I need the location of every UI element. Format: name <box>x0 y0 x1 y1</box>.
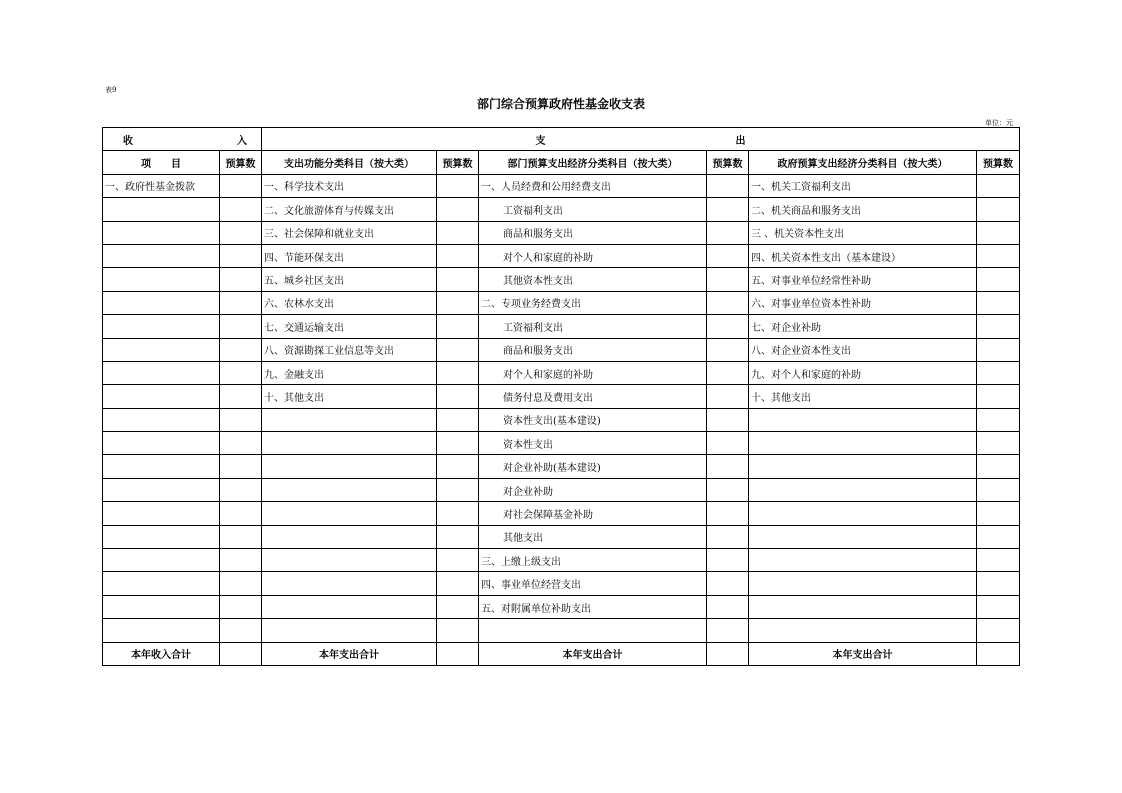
gov-budget-cell <box>977 291 1020 314</box>
gov-budget-cell <box>977 549 1020 572</box>
dept-budget-cell <box>707 455 749 478</box>
table-row <box>103 549 1020 572</box>
income-total-label: 本年收入合计 <box>103 642 220 665</box>
gov-budget-cell <box>977 572 1020 595</box>
income-item-cell <box>103 408 220 431</box>
dept-budget-cell <box>707 572 749 595</box>
dept-budget-cell <box>707 338 749 361</box>
gov-total-label: 本年支出合计 <box>749 642 977 665</box>
dept-item-cell: 对个人和家庭的补助 <box>479 361 707 384</box>
col-dept-header: 部门预算支出经济分类科目（按大类） <box>479 151 707 174</box>
income-budget-cell <box>220 174 262 197</box>
income-item-cell <box>103 244 220 267</box>
income-item-cell <box>103 549 220 572</box>
func-budget-cell <box>437 198 479 221</box>
income-item-cell <box>103 619 220 642</box>
dept-total-value <box>707 642 749 665</box>
table-row <box>103 525 1020 548</box>
col-gov-header: 政府预算支出经济分类科目（按大类） <box>749 151 977 174</box>
gov-budget-cell <box>977 221 1020 244</box>
expense-header-right: 出 <box>735 135 746 147</box>
dept-budget-cell <box>707 549 749 572</box>
income-section-header <box>103 128 262 151</box>
income-budget-cell <box>220 525 262 548</box>
table-row <box>103 502 1020 525</box>
gov-budget-cell <box>977 502 1020 525</box>
table-row <box>103 268 1020 291</box>
dept-item-cell: 工资福利支出 <box>479 315 707 338</box>
dept-item-cell: 其他资本性支出 <box>479 268 707 291</box>
func-item-cell: 九、金融支出 <box>262 361 437 384</box>
dept-budget-cell <box>707 221 749 244</box>
gov-item-cell <box>749 595 977 618</box>
dept-budget-cell <box>707 315 749 338</box>
dept-item-cell: 资本性支出(基本建设) <box>479 408 707 431</box>
gov-budget-cell <box>977 244 1020 267</box>
func-item-cell <box>262 525 437 548</box>
budget-table <box>102 127 1020 666</box>
func-item-cell <box>262 619 437 642</box>
table-row <box>103 572 1020 595</box>
func-budget-cell <box>437 174 479 197</box>
func-budget-cell <box>437 432 479 455</box>
gov-budget-cell <box>977 338 1020 361</box>
income-item-cell <box>103 455 220 478</box>
income-item-cell <box>103 291 220 314</box>
func-budget-cell <box>437 385 479 408</box>
func-budget-cell <box>437 595 479 618</box>
table-row <box>103 198 1020 221</box>
dept-budget-cell <box>707 361 749 384</box>
gov-budget-cell <box>977 408 1020 431</box>
table-number: 表9 <box>105 86 117 94</box>
income-budget-cell <box>220 619 262 642</box>
col-budget-header-4: 预算数 <box>977 151 1020 174</box>
func-item-cell: 八、资源勘探工业信息等支出 <box>262 338 437 361</box>
func-item-cell: 一、科学技术支出 <box>262 174 437 197</box>
income-item-cell <box>103 198 220 221</box>
income-budget-cell <box>220 455 262 478</box>
expense-header-left: 支 <box>535 135 546 147</box>
dept-item-cell <box>479 619 707 642</box>
gov-budget-cell <box>977 455 1020 478</box>
table-row <box>103 361 1020 384</box>
gov-item-cell: 三 、机关资本性支出 <box>749 221 977 244</box>
dept-item-cell: 对个人和家庭的补助 <box>479 244 707 267</box>
dept-item-cell: 商品和服务支出 <box>479 338 707 361</box>
dept-item-cell: 五、对附属单位补助支出 <box>479 595 707 618</box>
dept-budget-cell <box>707 174 749 197</box>
income-budget-cell <box>220 385 262 408</box>
col-budget-header-2: 预算数 <box>437 151 479 174</box>
income-budget-cell <box>220 478 262 501</box>
totals-row <box>103 642 1020 665</box>
gov-item-cell: 六、对事业单位资本性补助 <box>749 291 977 314</box>
func-budget-cell <box>437 244 479 267</box>
income-budget-cell <box>220 572 262 595</box>
table-row <box>103 619 1020 642</box>
income-budget-cell <box>220 244 262 267</box>
table-row <box>103 221 1020 244</box>
gov-budget-cell <box>977 525 1020 548</box>
dept-budget-cell <box>707 619 749 642</box>
income-item-cell <box>103 268 220 291</box>
income-item-cell <box>103 221 220 244</box>
income-header-left: 收 <box>123 135 133 147</box>
gov-item-cell <box>749 572 977 595</box>
income-budget-cell <box>220 291 262 314</box>
dept-budget-cell <box>707 595 749 618</box>
dept-item-cell: 三、上缴上级支出 <box>479 549 707 572</box>
table-row <box>103 408 1020 431</box>
dept-item-cell: 二、专项业务经费支出 <box>479 291 707 314</box>
func-total-value <box>437 642 479 665</box>
table-row <box>103 432 1020 455</box>
func-item-cell: 四、节能环保支出 <box>262 244 437 267</box>
income-item-cell <box>103 502 220 525</box>
func-item-cell <box>262 595 437 618</box>
func-budget-cell <box>437 455 479 478</box>
func-item-cell <box>262 408 437 431</box>
income-item-cell: 一、政府性基金拨款 <box>103 174 220 197</box>
table-row <box>103 478 1020 501</box>
func-total-label: 本年支出合计 <box>262 642 437 665</box>
func-budget-cell <box>437 478 479 501</box>
func-budget-cell <box>437 619 479 642</box>
dept-item-cell: 一、人员经费和公用经费支出 <box>479 174 707 197</box>
income-budget-cell <box>220 408 262 431</box>
income-item-cell <box>103 315 220 338</box>
gov-item-cell: 一、机关工资福利支出 <box>749 174 977 197</box>
gov-item-cell <box>749 525 977 548</box>
func-item-cell: 五、城乡社区支出 <box>262 268 437 291</box>
gov-item-cell <box>749 619 977 642</box>
gov-item-cell: 四、机关资本性支出（基本建设） <box>749 244 977 267</box>
income-budget-cell <box>220 502 262 525</box>
col-item-header: 项 目 <box>103 151 220 174</box>
func-item-cell <box>262 432 437 455</box>
func-item-cell <box>262 455 437 478</box>
col-budget-header-3: 预算数 <box>707 151 749 174</box>
gov-item-cell <box>749 549 977 572</box>
income-budget-cell <box>220 221 262 244</box>
gov-item-cell: 二、机关商品和服务支出 <box>749 198 977 221</box>
gov-budget-cell <box>977 385 1020 408</box>
gov-item-cell: 七、对企业补助 <box>749 315 977 338</box>
gov-total-value <box>977 642 1020 665</box>
dept-budget-cell <box>707 198 749 221</box>
dept-budget-cell <box>707 502 749 525</box>
gov-item-cell: 五、对事业单位经常性补助 <box>749 268 977 291</box>
gov-item-cell: 九、对个人和家庭的补助 <box>749 361 977 384</box>
gov-budget-cell <box>977 268 1020 291</box>
func-item-cell: 三、社会保障和就业支出 <box>262 221 437 244</box>
gov-item-cell <box>749 478 977 501</box>
income-item-cell <box>103 338 220 361</box>
dept-item-cell: 工资福利支出 <box>479 198 707 221</box>
func-item-cell <box>262 478 437 501</box>
expense-section-header <box>262 128 1020 151</box>
col-budget-header-1: 预算数 <box>220 151 262 174</box>
table-row <box>103 385 1020 408</box>
func-budget-cell <box>437 291 479 314</box>
dept-item-cell: 其他支出 <box>479 525 707 548</box>
dept-budget-cell <box>707 525 749 548</box>
func-item-cell: 十、其他支出 <box>262 385 437 408</box>
func-budget-cell <box>437 338 479 361</box>
func-item-cell <box>262 502 437 525</box>
income-item-cell <box>103 572 220 595</box>
gov-item-cell <box>749 502 977 525</box>
dept-total-label: 本年支出合计 <box>479 642 707 665</box>
gov-item-cell <box>749 455 977 478</box>
func-item-cell: 七、交通运输支出 <box>262 315 437 338</box>
table-row <box>103 174 1020 197</box>
dept-item-cell: 对企业补助(基本建设) <box>479 455 707 478</box>
dept-item-cell: 资本性支出 <box>479 432 707 455</box>
dept-budget-cell <box>707 385 749 408</box>
gov-budget-cell <box>977 619 1020 642</box>
income-item-cell <box>103 525 220 548</box>
table-row <box>103 595 1020 618</box>
func-budget-cell <box>437 315 479 338</box>
dept-item-cell: 商品和服务支出 <box>479 221 707 244</box>
dept-budget-cell <box>707 268 749 291</box>
dept-item-cell: 对社会保障基金补助 <box>479 502 707 525</box>
dept-budget-cell <box>707 408 749 431</box>
income-budget-cell <box>220 338 262 361</box>
dept-budget-cell <box>707 478 749 501</box>
gov-budget-cell <box>977 361 1020 384</box>
income-budget-cell <box>220 549 262 572</box>
income-item-cell <box>103 361 220 384</box>
table-row <box>103 455 1020 478</box>
gov-item-cell <box>749 408 977 431</box>
income-item-cell <box>103 385 220 408</box>
income-item-cell <box>103 478 220 501</box>
dept-budget-cell <box>707 244 749 267</box>
gov-budget-cell <box>977 315 1020 338</box>
func-item-cell: 二、文化旅游体育与传媒支出 <box>262 198 437 221</box>
dept-item-cell: 四、事业单位经营支出 <box>479 572 707 595</box>
gov-budget-cell <box>977 432 1020 455</box>
income-budget-cell <box>220 315 262 338</box>
gov-item-cell <box>749 432 977 455</box>
func-budget-cell <box>437 549 479 572</box>
gov-budget-cell <box>977 595 1020 618</box>
income-budget-cell <box>220 432 262 455</box>
gov-budget-cell <box>977 198 1020 221</box>
func-item-cell <box>262 549 437 572</box>
income-budget-cell <box>220 268 262 291</box>
col-func-header: 支出功能分类科目（按大类） <box>262 151 437 174</box>
func-budget-cell <box>437 525 479 548</box>
income-header-right: 入 <box>237 135 247 147</box>
table-row <box>103 315 1020 338</box>
func-item-cell <box>262 572 437 595</box>
dept-item-cell: 债务付息及费用支出 <box>479 385 707 408</box>
func-budget-cell <box>437 408 479 431</box>
func-item-cell: 六、农林水支出 <box>262 291 437 314</box>
income-budget-cell <box>220 198 262 221</box>
func-budget-cell <box>437 572 479 595</box>
table-row <box>103 291 1020 314</box>
income-item-cell <box>103 432 220 455</box>
dept-item-cell: 对企业补助 <box>479 478 707 501</box>
income-budget-cell <box>220 595 262 618</box>
gov-budget-cell <box>977 478 1020 501</box>
income-budget-cell <box>220 361 262 384</box>
gov-item-cell: 八、对企业资本性支出 <box>749 338 977 361</box>
func-budget-cell <box>437 361 479 384</box>
gov-item-cell: 十、其他支出 <box>749 385 977 408</box>
table-row <box>103 244 1020 267</box>
table-row <box>103 338 1020 361</box>
dept-budget-cell <box>707 432 749 455</box>
gov-budget-cell <box>977 174 1020 197</box>
page-title: 部门综合预算政府性基金收支表 <box>476 97 645 111</box>
dept-budget-cell <box>707 291 749 314</box>
func-budget-cell <box>437 221 479 244</box>
unit-label: 单位：元 <box>985 119 1013 127</box>
func-budget-cell <box>437 502 479 525</box>
income-total-value <box>220 642 262 665</box>
income-item-cell <box>103 595 220 618</box>
func-budget-cell <box>437 268 479 291</box>
